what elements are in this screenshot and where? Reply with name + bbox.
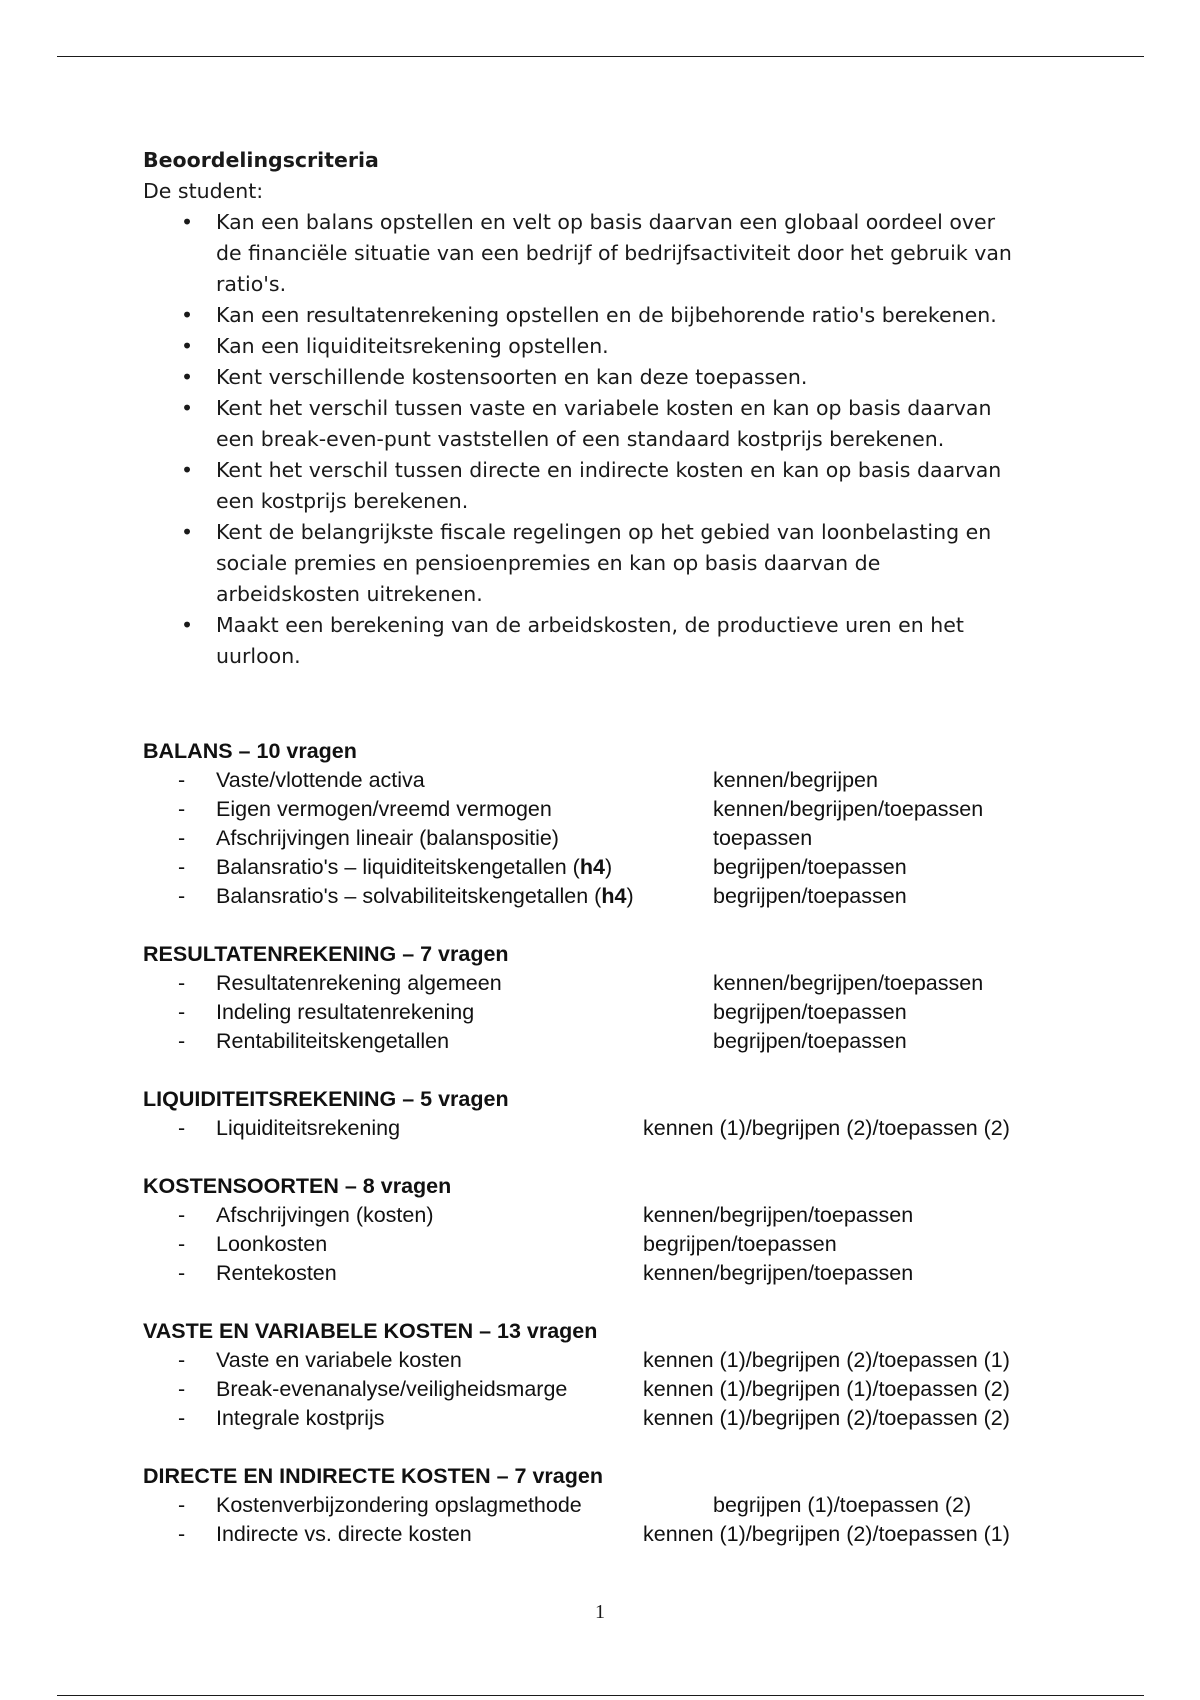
header-rule [57,56,1144,57]
criteria-line: sociale premies en pensioenpremies en kan op basis daarvan de [216,551,881,575]
criteria-heading: Beoordelingscriteria [143,148,379,172]
topic-level: begrijpen/toepassen [713,1029,907,1053]
topic-name [216,882,634,911]
topic-row [143,824,1103,853]
section-title: VASTE EN VARIABELE KOSTEN – 13 vragen [143,1319,598,1343]
criteria-line: een break-even-punt vaststellen of een standaard kostprijs berekenen. [216,427,945,451]
criteria-line: de financiële situatie van een bedrijf of bedrijfsactiviteit door het gebruik van [216,241,1012,265]
topic-level: begrijpen/toepassen [713,855,907,879]
criteria-line: ratio's. [216,272,287,296]
topic-name: Liquiditeitsrekening [216,1116,401,1140]
topic-row [143,1346,1103,1375]
criteria-line: Kan een balans opstellen en velt op basis daarvan een globaal oordeel over [216,210,996,234]
topic-name: Vaste/vlottende activa [216,768,425,792]
topic-row [143,1259,1103,1288]
criteria-line: Kent het verschil tussen vaste en variabele kosten en kan op basis daarvan [216,396,992,420]
topic-name: Indeling resultatenrekening [216,1000,475,1024]
topic-row [143,1491,1103,1520]
topic-name: Indirecte vs. directe kosten [216,1522,472,1546]
topic-name: Afschrijvingen lineair (balanspositie) [216,826,559,850]
topic-name: Kostenverbijzondering opslagmethode [216,1493,582,1517]
bullet-icon: • [181,396,194,420]
section-resultatenrekening [143,940,1103,1056]
criteria-line: arbeidskosten uitrekenen. [216,582,483,606]
section-title: BALANS – 10 vragen [143,739,357,763]
criteria-item [143,455,1073,517]
bullet-icon: • [181,458,194,482]
section-title: DIRECTE EN INDIRECTE KOSTEN – 7 vragen [143,1464,603,1488]
topic-chapter-ref: h4 [579,855,605,879]
section-kostensoorten [143,1172,1103,1288]
dash-icon: - [178,1203,186,1227]
dash-icon: - [178,1232,186,1256]
bullet-icon: • [181,365,194,389]
topic-row [143,1404,1103,1433]
topic-row [143,1520,1103,1549]
topic-level: kennen/begrijpen/toepassen [643,1203,914,1227]
topic-text-end: ) [626,884,634,908]
topic-row [143,1375,1103,1404]
topic-level: kennen (1)/begrijpen (2)/toepassen (2) [643,1116,1010,1140]
dash-icon: - [178,1377,186,1401]
topic-level: kennen (1)/begrijpen (2)/toepassen (2) [643,1406,1010,1430]
dash-icon: - [178,971,186,995]
topic-level: kennen (1)/begrijpen (1)/toepassen (2) [643,1377,1010,1401]
topic-level: kennen/begrijpen/toepassen [643,1261,914,1285]
topic-level: kennen (1)/begrijpen (2)/toepassen (1) [643,1522,1010,1546]
topic-name: Vaste en variabele kosten [216,1348,462,1372]
criteria-line: uurloon. [216,644,301,668]
criteria-line: Kent verschillende kostensoorten en kan deze toepassen. [216,365,808,389]
topic-level: begrijpen/toepassen [643,1232,837,1256]
topic-row [143,795,1103,824]
dash-icon: - [178,1261,186,1285]
footer-rule [57,1695,1144,1696]
criteria-list [143,207,1073,672]
page-number: 1 [595,1601,605,1623]
section-title: LIQUIDITEITSREKENING – 5 vragen [143,1087,509,1111]
topic-level: kennen/begrijpen/toepassen [713,797,984,821]
topic-text: Balansratio's – liquiditeitskengetallen ( [216,855,580,879]
topic-row [143,853,1103,882]
dash-icon: - [178,1522,186,1546]
dash-icon: - [178,768,186,792]
bullet-icon: • [181,303,194,327]
criteria-line: Kent het verschil tussen directe en indirecte kosten en kan op basis daarvan [216,458,1002,482]
topic-row [143,766,1103,795]
criteria-line: Kan een liquiditeitsrekening opstellen. [216,334,609,358]
topic-row [143,1201,1103,1230]
topic-level: kennen (1)/begrijpen (2)/toepassen (1) [643,1348,1010,1372]
topic-level: begrijpen (1)/toepassen (2) [713,1493,972,1517]
topic-chapter-ref: h4 [601,884,627,908]
criteria-item [143,207,1073,300]
topic-level: toepassen [713,826,813,850]
criteria-block [143,145,1073,672]
topic-level: begrijpen/toepassen [713,884,907,908]
criteria-item [143,517,1073,610]
dash-icon: - [178,826,186,850]
topic-row [143,969,1103,998]
topic-row [143,882,1103,911]
dash-icon: - [178,1116,186,1140]
topic-name [216,853,612,882]
bullet-icon: • [181,334,194,358]
section-title: KOSTENSOORTEN – 8 vragen [143,1174,452,1198]
topic-name: Rentekosten [216,1261,337,1285]
section-title: RESULTATENREKENING – 7 vragen [143,942,509,966]
topic-name: Loonkosten [216,1232,328,1256]
dash-icon: - [178,1029,186,1053]
topic-name: Rentabiliteitskengetallen [216,1029,450,1053]
criteria-item [143,300,1073,331]
topic-level: kennen/begrijpen [713,768,878,792]
criteria-line: Kent de belangrijkste fiscale regelingen op het gebied van loonbelasting en [216,520,992,544]
dash-icon: - [178,1493,186,1517]
section-directe-indirecte-kosten [143,1462,1103,1549]
section-vaste-variabele-kosten [143,1317,1103,1433]
topic-name: Afschrijvingen (kosten) [216,1203,434,1227]
topic-name: Resultatenrekening algemeen [216,971,502,995]
topic-row [143,1027,1103,1056]
section-balans [143,737,1103,911]
criteria-item [143,393,1073,455]
bullet-icon: • [181,613,194,637]
topic-name: Break-evenanalyse/veiligheidsmarge [216,1377,568,1401]
criteria-item [143,331,1073,362]
topic-name: Integrale kostprijs [216,1406,385,1430]
topic-name: Eigen vermogen/vreemd vermogen [216,797,552,821]
bullet-icon: • [181,210,194,234]
criteria-intro: De student: [143,179,264,203]
topic-level: kennen/begrijpen/toepassen [713,971,984,995]
dash-icon: - [178,1348,186,1372]
dash-icon: - [178,797,186,821]
dash-icon: - [178,884,186,908]
topic-row [143,998,1103,1027]
section-liquiditeitsrekening [143,1085,1103,1143]
topic-row [143,1230,1103,1259]
topic-row [143,1114,1103,1143]
criteria-line: Kan een resultatenrekening opstellen en de bijbehorende ratio's berekenen. [216,303,997,327]
criteria-item [143,362,1073,393]
topic-level: begrijpen/toepassen [713,1000,907,1024]
topic-text: Balansratio's – solvabiliteitskengetallen ( [216,884,602,908]
bullet-icon: • [181,520,194,544]
dash-icon: - [178,1406,186,1430]
criteria-item [143,610,1073,672]
criteria-line: een kostprijs berekenen. [216,489,469,513]
topic-text-end: ) [604,855,613,879]
dash-icon: - [178,1000,186,1024]
topics-block [143,737,1103,1578]
dash-icon: - [178,855,186,879]
criteria-line: Maakt een berekening van de arbeidskosten, de productieve uren en het [216,613,964,637]
